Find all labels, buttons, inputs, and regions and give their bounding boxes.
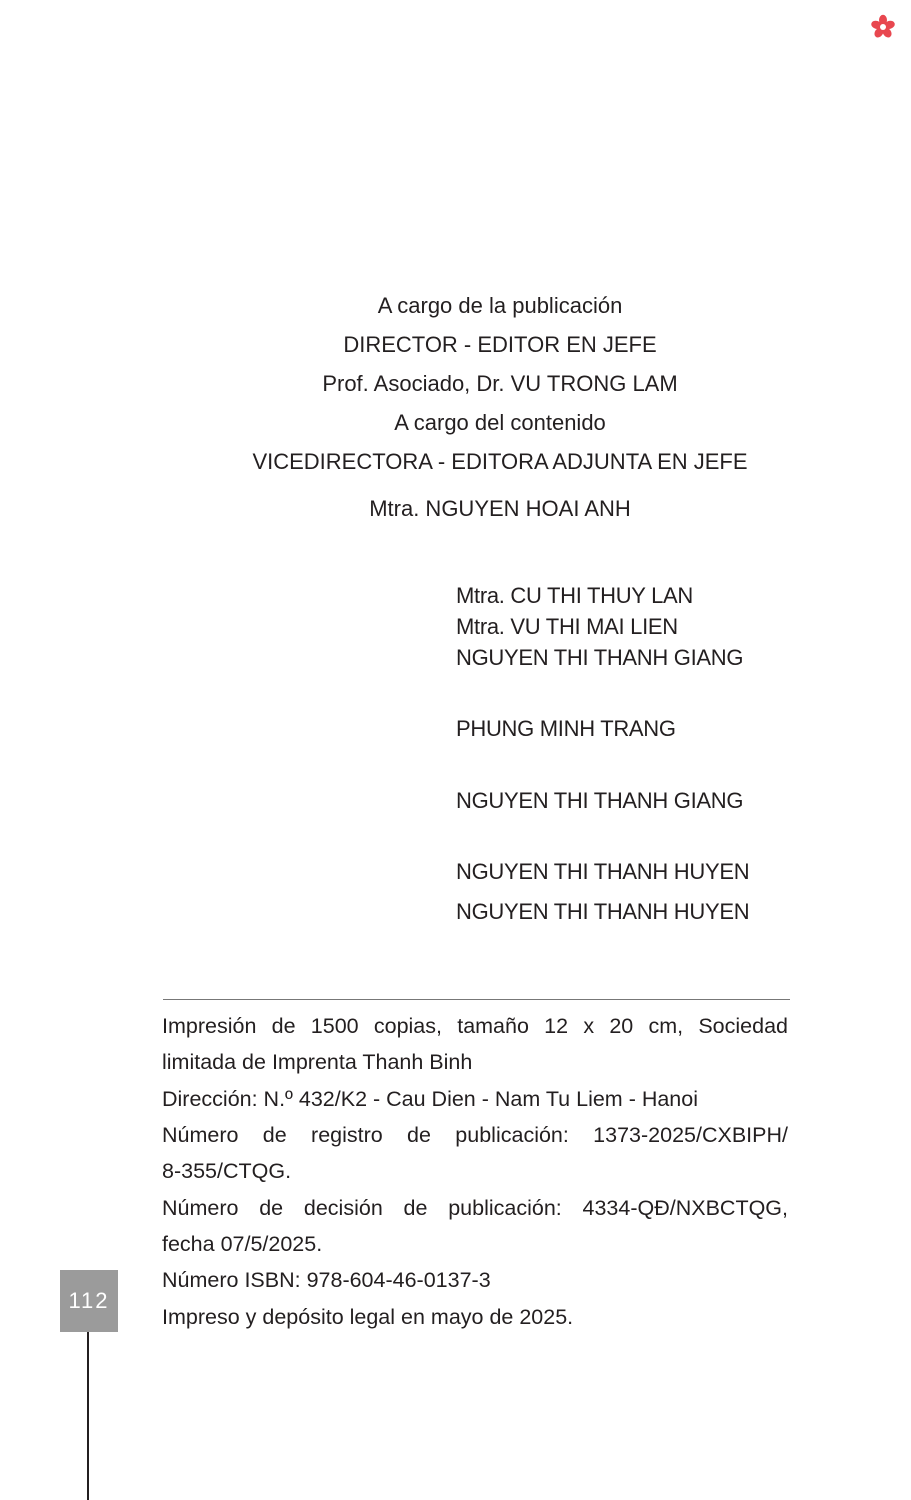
- header-line: A cargo de la publicación: [377, 293, 623, 318]
- header-line: VICEDIRECTORA - EDITORA ADJUNTA EN JEFE: [252, 449, 748, 474]
- imprint-line: Número de decisión de publicación: 4334-QĐ/NXBCTQG,: [162, 1196, 788, 1220]
- header-line: DIRECTOR - EDITOR EN JEFE: [343, 332, 657, 357]
- imprint-line: limitada de Imprenta Thanh Binh: [162, 1050, 473, 1074]
- imprint-line: Impresión de 1500 copias, tamaño 12 x 20 cm, Sociedad: [162, 1014, 788, 1038]
- imprint-line: Impreso y depósito legal en mayo de 2025.: [162, 1305, 574, 1329]
- credit-value: Mtra. VU THI MAI LIEN: [456, 614, 678, 639]
- publisher-flower-icon: [870, 14, 896, 40]
- header-line: Prof. Asociado, Dr. VU TRONG LAM: [322, 371, 678, 396]
- imprint-line: Número de registro de publicación: 1373-2025/CXBIPH/: [162, 1123, 788, 1147]
- credit-value: NGUYEN THI THANH HUYEN: [456, 899, 750, 924]
- credit-value: Mtra. CU THI THUY LAN: [456, 583, 693, 608]
- header-line: A cargo del contenido: [394, 410, 606, 435]
- credit-value: NGUYEN THI THANH GIANG: [456, 645, 744, 670]
- divider-rule: [163, 999, 790, 1000]
- header-line: Mtra. NGUYEN HOAI ANH: [369, 496, 631, 521]
- imprint-line: Dirección: N.º 432/K2 - Cau Dien - Nam Tu Liem - Hanoi: [162, 1087, 698, 1111]
- credit-value: NGUYEN THI THANH GIANG: [456, 788, 744, 813]
- page-marker-line: [87, 1332, 89, 1500]
- page-number: 112: [60, 1270, 118, 1332]
- imprint-line: 8-355/CTQG.: [162, 1159, 292, 1183]
- credit-value: NGUYEN THI THANH HUYEN: [456, 859, 750, 884]
- imprint-line: fecha 07/5/2025.: [162, 1232, 323, 1256]
- imprint-line: Número ISBN: 978-604-46-0137-3: [162, 1268, 491, 1292]
- credit-value: PHUNG MINH TRANG: [456, 716, 676, 741]
